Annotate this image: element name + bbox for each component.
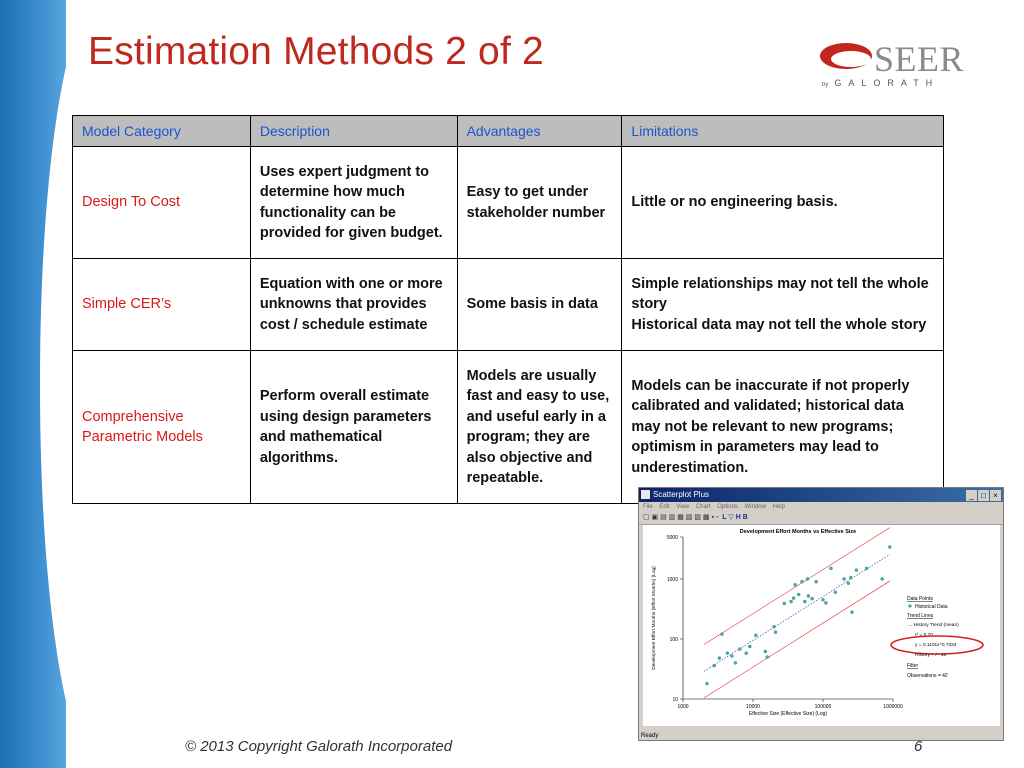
data-point	[865, 567, 868, 570]
table-header-row	[73, 116, 944, 147]
data-point	[766, 656, 769, 659]
maximize-icon[interactable]: □	[978, 490, 989, 501]
legend-observations: Observations = 42	[907, 673, 948, 679]
row-category: Design To Cost	[73, 147, 251, 259]
limitation-line: Simple relationships may not tell the whole story	[631, 275, 929, 313]
legend-equation: y = 0.1101x^0.7334	[915, 643, 957, 648]
row-category: Comprehensive Parametric Models	[73, 351, 251, 504]
data-point	[774, 631, 777, 634]
toolbar-icons[interactable]: ▢ ▣ ▤ ▥ ▦ ▧ ▨ ▩ ▪ ▫	[643, 514, 723, 521]
table-row	[73, 259, 944, 351]
toolbar-chart-glyphs[interactable]: L ▽ H B	[722, 514, 748, 521]
header-model-category: Model Category	[73, 116, 251, 147]
header-advantages: Advantages	[457, 116, 622, 147]
status-bar: Ready	[641, 733, 659, 739]
scatterplot-area	[643, 525, 1000, 726]
data-point	[734, 661, 737, 664]
close-icon[interactable]: ×	[990, 490, 1001, 501]
legend-data-points-item: Historical Data	[915, 604, 948, 610]
legend-trend-heading: Trend Lines	[907, 613, 934, 619]
data-point	[720, 633, 723, 636]
data-point	[748, 645, 751, 648]
row-limitations	[622, 259, 944, 351]
seer-galorath-logo	[818, 38, 978, 94]
x-tick-label: 1000000	[883, 704, 903, 710]
data-point	[843, 577, 846, 580]
trend-upper-line	[704, 528, 890, 645]
logo-galorath: GALORATH	[834, 78, 940, 88]
legend-trend-mean: .... History Trend (mean)	[907, 623, 959, 628]
row-advantages: Models are usually fast and easy to use, and useful early in a program; they are also objective and repeatable.	[457, 351, 622, 504]
trend-lower-line	[704, 581, 890, 698]
legend-filter-heading: Filter	[907, 663, 919, 669]
data-point	[705, 682, 708, 685]
y-tick-label: 100	[669, 636, 678, 643]
minimize-icon[interactable]: _	[966, 490, 977, 501]
row-advantages: Some basis in data	[457, 259, 622, 351]
y-tick-label: 1000	[666, 576, 678, 583]
scatterplot-window	[638, 487, 1004, 741]
data-point	[730, 655, 733, 658]
row-category: Simple CER’s	[73, 259, 251, 351]
x-tick-label: 10000	[746, 704, 760, 710]
data-point	[881, 577, 884, 580]
logo-brand: SEER	[874, 39, 965, 79]
data-point	[754, 634, 757, 637]
data-point	[807, 595, 810, 598]
logo-subtitle	[822, 78, 939, 88]
data-point	[834, 591, 837, 594]
x-axis-label: Effective Size (Effective Size) (Log)	[748, 711, 828, 717]
data-point	[794, 583, 797, 586]
data-point	[824, 601, 827, 604]
data-point	[855, 569, 858, 572]
data-point	[726, 652, 729, 655]
window-controls	[965, 489, 1001, 503]
y-tick-label: 10	[672, 697, 678, 703]
logo-swoosh-icon	[818, 40, 878, 72]
data-point	[713, 664, 716, 667]
y-tick-label: 5000	[666, 535, 678, 541]
header-description: Description	[250, 116, 457, 147]
estimation-methods-table	[72, 115, 944, 504]
row-limitations	[622, 351, 944, 504]
data-point	[718, 657, 721, 660]
window-toolbar	[639, 512, 1003, 525]
window-titlebar[interactable]	[639, 488, 1003, 502]
scatterplot-chart	[643, 525, 1000, 726]
data-point	[822, 598, 825, 601]
y-axis-label: Development Effort Months (Effort Months) (Log)	[652, 566, 657, 670]
limitation-line: Little or no engineering basis.	[631, 194, 838, 211]
page-number: 6	[914, 738, 923, 755]
copyright-footer: © 2013 Copyright Galorath Incorporated	[185, 738, 453, 755]
row-description: Uses expert judgment to determine how much functionality can be provided for given budget.	[250, 147, 457, 259]
data-point	[847, 582, 850, 585]
data-point	[797, 593, 800, 596]
data-point	[738, 648, 741, 651]
logo-by: by	[822, 82, 829, 88]
trend-mean-line	[704, 554, 890, 671]
row-description: Perform overall estimate using design parameters and mathematical algorithms.	[250, 351, 457, 504]
header-limitations: Limitations	[622, 116, 944, 147]
data-point	[811, 597, 814, 600]
limitation-line: Models can be inaccurate if not properly calibrated and validated; historical data may not be relevant to new programs; optimism in parameters may lead to underestimation.	[631, 377, 910, 476]
row-limitations	[622, 147, 944, 259]
legend-r-squared: r² = 0.70	[915, 633, 933, 638]
window-title: Scatterplot Plus	[653, 490, 710, 499]
data-point	[849, 576, 852, 579]
data-point	[783, 602, 786, 605]
table-row	[73, 351, 944, 504]
x-tick-label: 100000	[814, 704, 832, 710]
data-point	[745, 652, 748, 655]
data-point	[829, 567, 832, 570]
row-description: Equation with one or more unknowns that provides cost / schedule estimate	[250, 259, 457, 351]
data-point	[773, 625, 776, 628]
data-point	[806, 577, 809, 580]
slide-title: Estimation Methods 2 of 2	[88, 30, 544, 73]
data-point	[815, 580, 818, 583]
data-point	[800, 580, 803, 583]
legend-trend-bounds: History + / - 1σ	[915, 653, 947, 658]
legend-data-points-heading: Data Points	[907, 596, 933, 602]
limitation-line: Historical data may not tell the whole story	[631, 316, 927, 333]
data-point	[851, 611, 854, 614]
legend-marker	[909, 605, 912, 608]
data-point	[790, 600, 793, 603]
data-point	[803, 600, 806, 603]
chart-title: Development Effort Months vs Effective Size	[739, 529, 857, 535]
table-row	[73, 147, 944, 259]
data-point	[888, 546, 891, 549]
data-point	[792, 597, 795, 600]
x-tick-label: 1000	[677, 704, 689, 710]
app-icon	[641, 490, 650, 499]
data-point	[764, 650, 767, 653]
window-menu-bar[interactable]: File Edit View Chart Options Window Help	[643, 504, 785, 510]
row-advantages: Easy to get under stakeholder number	[457, 147, 622, 259]
